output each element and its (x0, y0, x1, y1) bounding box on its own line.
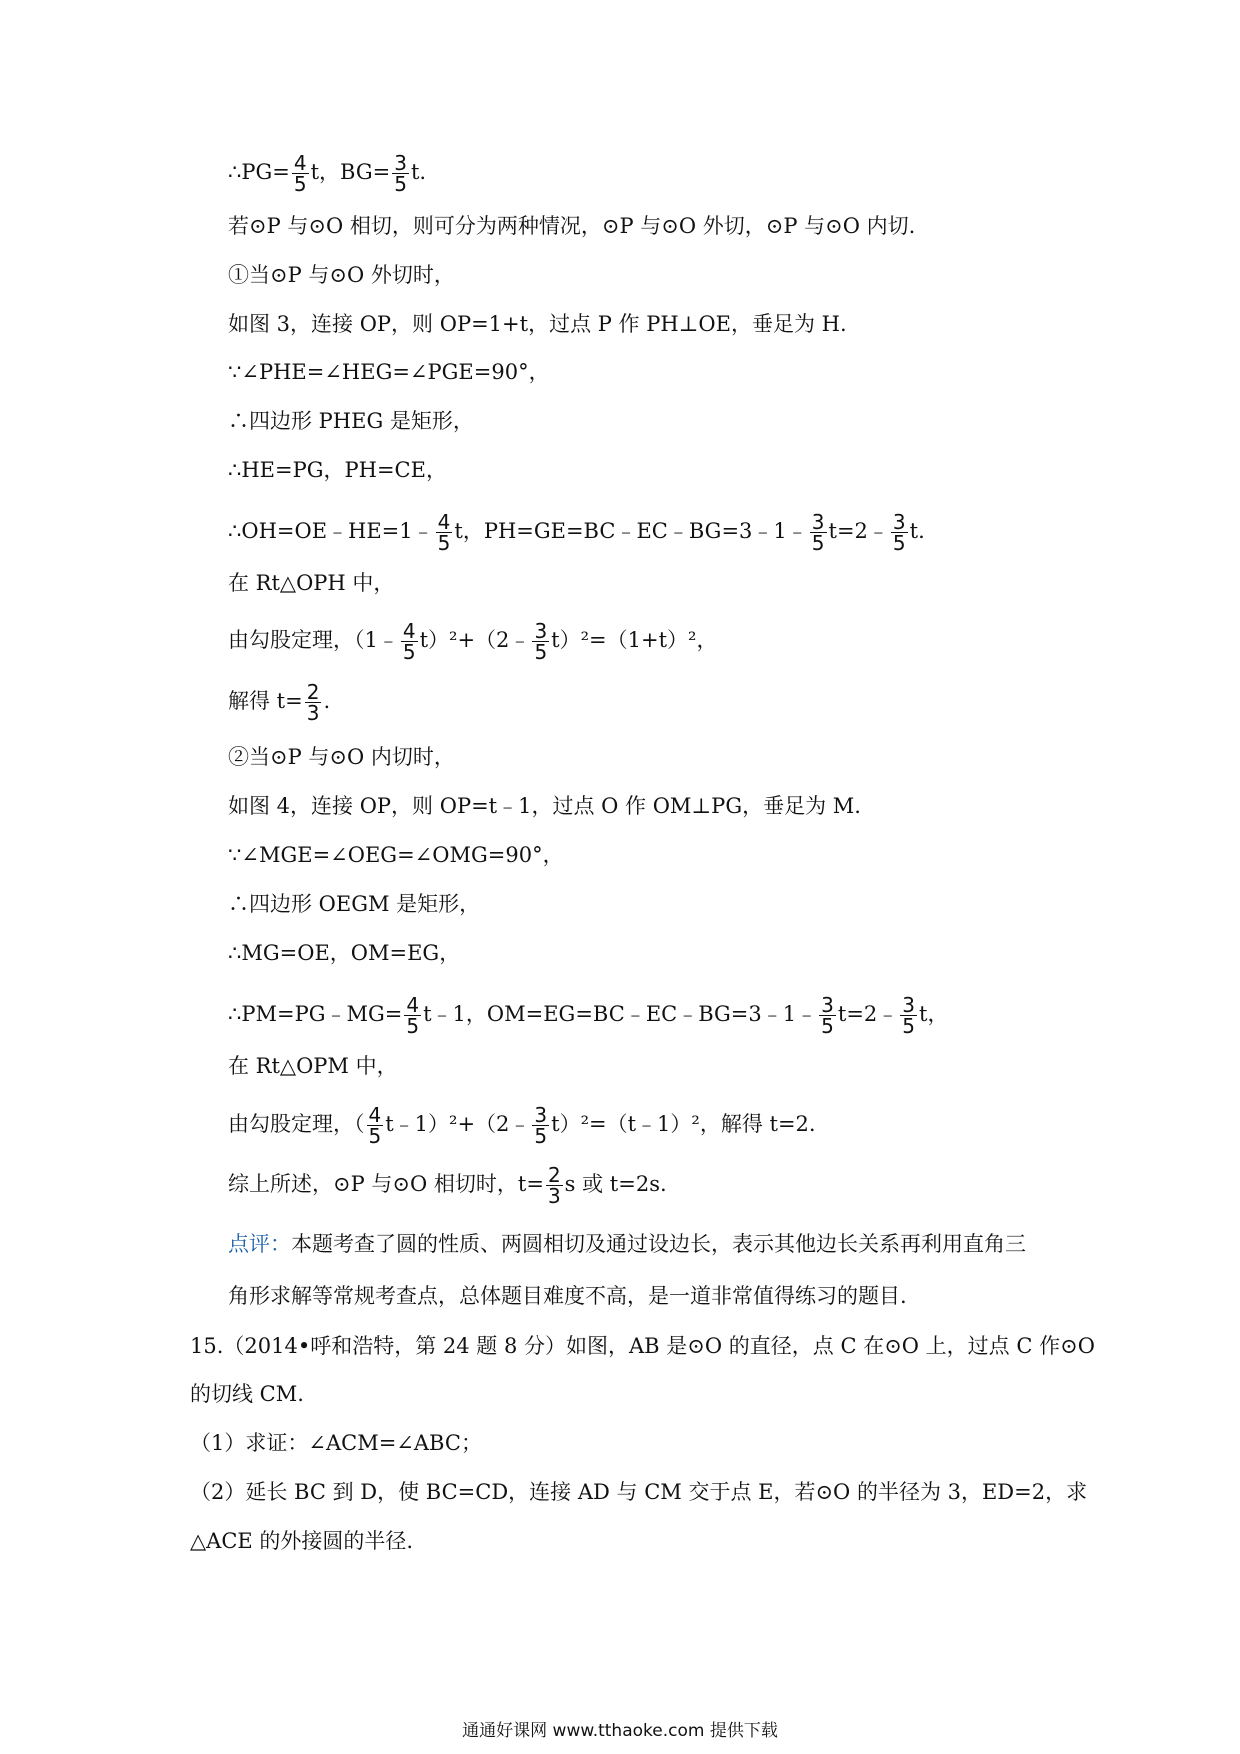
fraction (546, 1165, 563, 1206)
text-line (228, 512, 925, 553)
text-run: 的切线 CM. (190, 1382, 304, 1406)
fraction-numerator: 3 (811, 510, 825, 534)
comment-label: 点评： (228, 1232, 291, 1256)
text-line (228, 153, 426, 194)
text-line (228, 938, 460, 968)
fraction-numerator: 3 (534, 1103, 548, 1127)
fraction-numerator: 3 (902, 993, 916, 1017)
text-run: 本题考查了圆的性质、两圆相切及通过设边长，表示其他边长关系再利用直角三 (291, 1232, 1026, 1256)
fraction-numerator: 3 (821, 993, 834, 1017)
text-run: t﹣1，OM=EG=BC﹣EC﹣BG=3﹣1﹣ (423, 1002, 818, 1026)
text-run: ∴PG= (228, 160, 290, 184)
text-line (228, 889, 480, 919)
text-run: t，BG= (310, 160, 391, 184)
text-run: ∴MG=OE，OM=EG， (228, 941, 461, 965)
text-run: t﹣1）²+（2﹣ (385, 1112, 531, 1136)
fraction-numerator: 4 (437, 510, 451, 534)
fraction-denominator: 5 (437, 531, 451, 555)
text-line (228, 357, 550, 387)
fraction-denominator: 5 (534, 1124, 548, 1148)
text-line (190, 1477, 1087, 1507)
text-run: ∴PM=PG﹣MG= (228, 1002, 403, 1026)
text-line (228, 260, 455, 290)
text-line (228, 791, 861, 821)
text-run: △ACE 的外接圆的半径. (190, 1529, 414, 1553)
fraction-numerator: 2 (306, 680, 320, 704)
fraction (532, 1105, 549, 1146)
text-run: ∴四边形 OEGM 是矩形， (228, 892, 481, 916)
fraction-numerator: 2 (547, 1163, 561, 1187)
text-run: ②当⊙P 与⊙O 内切时， (228, 745, 455, 769)
text-run: ∵∠MGE=∠OEG=∠OMG=90°， (228, 843, 564, 867)
text-run: 在 Rt△OPH 中， (228, 571, 395, 595)
fraction (367, 1105, 384, 1146)
fraction-denominator: 5 (394, 172, 407, 196)
text-run: . (323, 689, 331, 713)
text-line (228, 568, 394, 598)
fraction (404, 995, 421, 1036)
fraction (810, 512, 827, 553)
fraction-numerator: 4 (293, 151, 307, 175)
text-run: t）²+（2﹣ (419, 628, 531, 652)
text-run: ①当⊙P 与⊙O 外切时， (228, 263, 455, 287)
fraction-denominator: 3 (306, 701, 320, 725)
text-line (190, 1428, 482, 1458)
text-line (228, 1105, 816, 1146)
text-run: t）²=（t﹣1）²，解得 t=2. (551, 1112, 816, 1136)
fraction-denominator: 5 (293, 172, 307, 196)
text-run: 角形求解等常规考查点，总体题目难度不高，是一道非常值得练习的题目. (228, 1284, 907, 1308)
fraction-denominator: 5 (902, 1014, 916, 1038)
text-run: 综上所述，⊙P 与⊙O 相切时，t= (228, 1172, 544, 1196)
text-run: 在 Rt△OPM 中， (228, 1054, 398, 1078)
text-run: 如图 4，连接 OP，则 OP=t﹣1，过点 O 作 OM⊥PG，垂足为 M. (228, 794, 861, 818)
text-run: ∵∠PHE=∠HEG=∠PGE=90°， (228, 360, 550, 384)
fraction-numerator: 4 (402, 619, 416, 643)
text-line (228, 1229, 1026, 1259)
text-run: （2）延长 BC 到 D，使 BC=CD，连接 AD 与 CM 交于点 E，若⊙O 的半径为 3，ED=2，求 (190, 1480, 1088, 1504)
fraction-numerator: 4 (368, 1103, 382, 1127)
text-run: t. (909, 519, 925, 543)
text-line (228, 309, 847, 339)
text-run: t=2﹣ (828, 519, 889, 543)
text-run: ∴OH=OE﹣HE=1﹣ (228, 519, 434, 543)
text-line (190, 1526, 413, 1556)
text-run: （1）求证：∠ACM=∠ABC； (190, 1431, 482, 1455)
fraction (900, 995, 917, 1036)
fraction-numerator: 3 (394, 151, 407, 175)
text-line (228, 995, 948, 1036)
text-line (190, 1379, 304, 1409)
text-run: s 或 t=2s. (564, 1172, 667, 1196)
fraction-numerator: 4 (406, 993, 420, 1017)
text-run: 15.（2014•呼和浩特，第 24 题 8 分）如图，AB 是⊙O 的直径，点 C 在⊙O 上，过点 C 作⊙O (190, 1334, 1095, 1358)
text-line (228, 621, 717, 662)
text-line (228, 455, 447, 485)
fraction (292, 153, 309, 194)
text-run: 若⊙P 与⊙O 相切，则可分为两种情况，⊙P 与⊙O 外切，⊙P 与⊙O 内切. (228, 214, 916, 238)
text-run: t，PH=GE=BC﹣EC﹣BG=3﹣1﹣ (454, 519, 808, 543)
text-line (228, 406, 474, 436)
fraction (392, 153, 409, 194)
text-line (228, 1165, 667, 1206)
fraction-denominator: 5 (811, 531, 825, 555)
fraction (532, 621, 549, 662)
fraction-denominator: 5 (402, 640, 416, 664)
text-line (228, 211, 915, 241)
text-run: t）²=（1+t）²， (551, 628, 718, 652)
fraction-denominator: 5 (821, 1014, 834, 1038)
fraction-numerator: 3 (892, 510, 906, 534)
text-run: 由勾股定理，（ (228, 1112, 365, 1136)
text-run: 如图 3，连接 OP，则 OP=1+t，过点 P 作 PH⊥OE，垂足为 H. (228, 312, 847, 336)
fraction-denominator: 5 (406, 1014, 420, 1038)
text-run: ∴四边形 PHEG 是矩形， (228, 409, 474, 433)
fraction (891, 512, 908, 553)
page-footer: 通通好课网 www.tthaoke.com 提供下载 (462, 1721, 778, 1741)
text-line (228, 1051, 398, 1081)
text-run: t=2﹣ (837, 1002, 899, 1026)
text-run: t. (410, 160, 427, 184)
fraction-denominator: 5 (368, 1124, 382, 1148)
text-line (228, 840, 564, 870)
text-line (228, 742, 455, 772)
text-run: 解得 t= (228, 689, 303, 713)
fraction (436, 512, 453, 553)
text-line (228, 1281, 907, 1311)
text-line (228, 682, 330, 723)
fraction-numerator: 3 (534, 619, 548, 643)
text-run: ∴HE=PG，PH=CE， (228, 458, 447, 482)
fraction (401, 621, 418, 662)
fraction-denominator: 5 (892, 531, 906, 555)
text-run: t， (919, 1002, 949, 1026)
text-run: 由勾股定理，（1﹣ (228, 628, 399, 652)
fraction (819, 995, 836, 1036)
fraction-denominator: 3 (547, 1184, 561, 1208)
fraction (305, 682, 322, 723)
fraction-denominator: 5 (534, 640, 548, 664)
text-line (190, 1331, 1095, 1361)
